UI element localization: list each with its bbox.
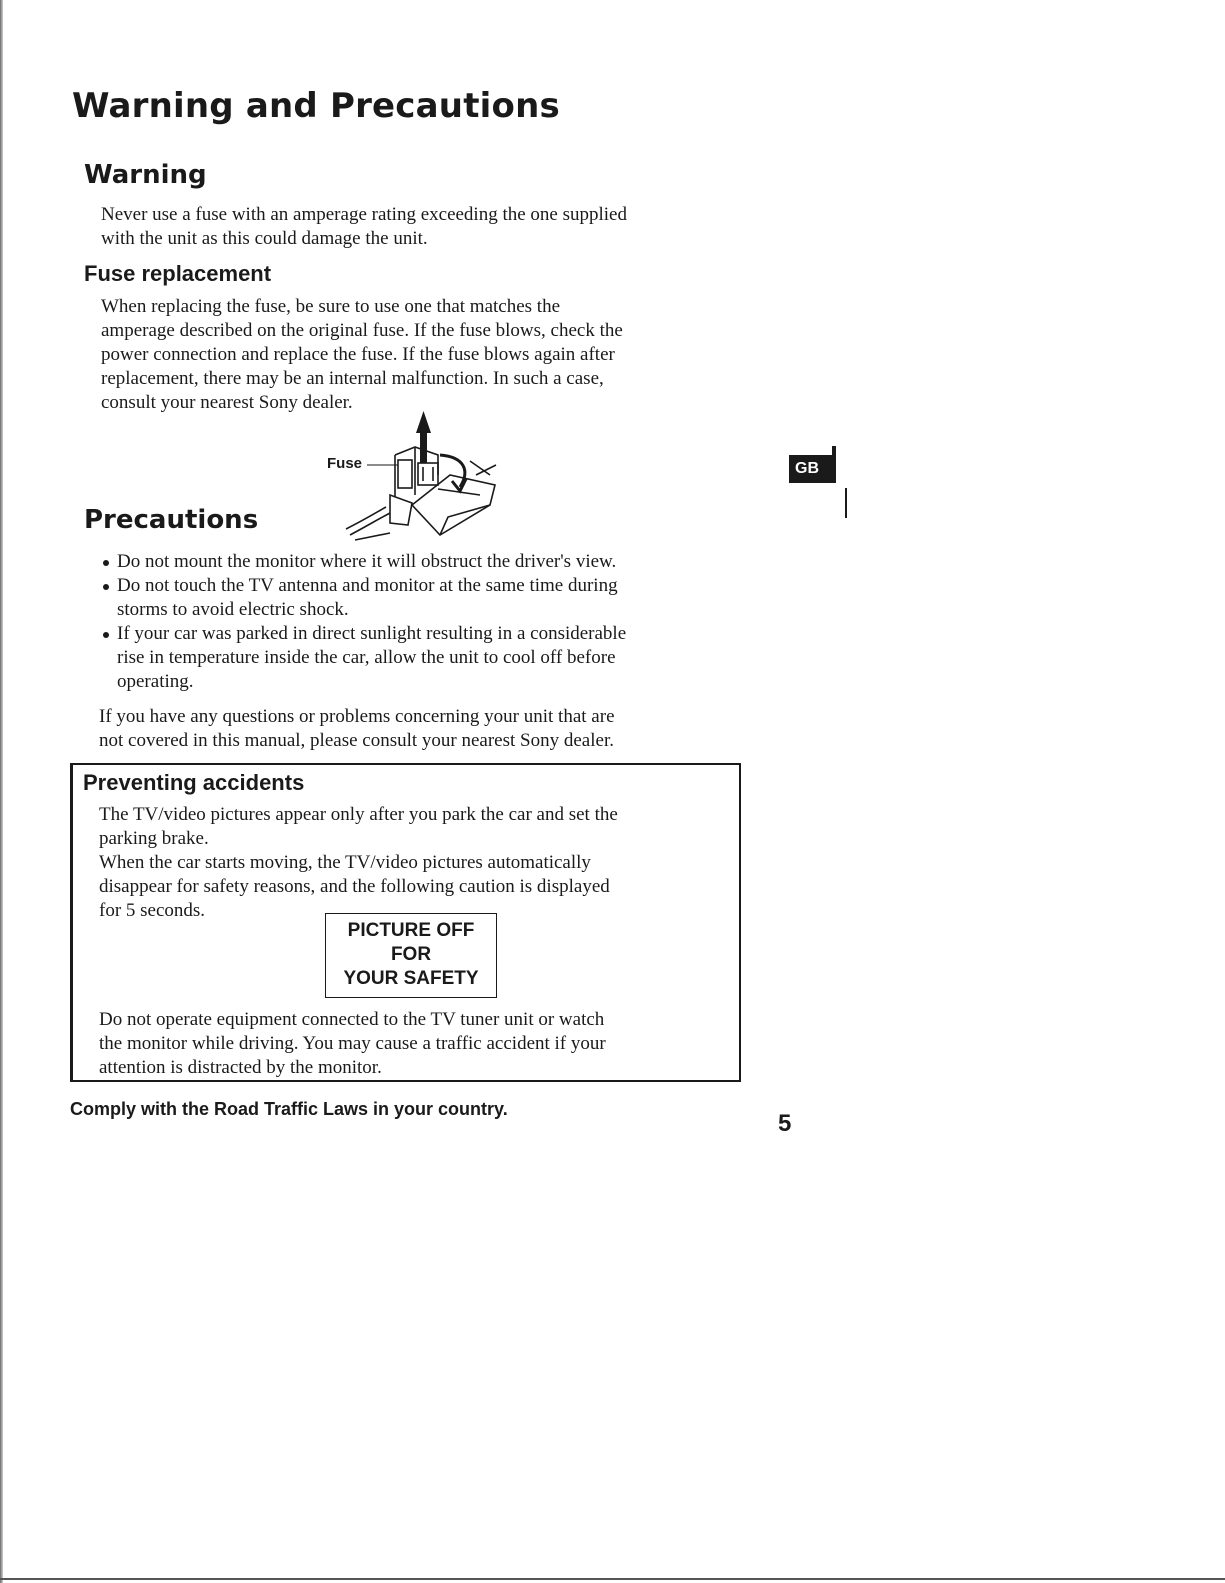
text-line: with the unit as this could damage the unit.: [101, 228, 428, 249]
preventing-accidents-outro: [99, 1008, 606, 1080]
text-line: the monitor while driving. You may cause a traffic accident if your: [99, 1033, 606, 1054]
text-line: If your car was parked in direct sunlight resulting in a considerable: [117, 623, 627, 644]
text-line: rise in temperature inside the car, allow the unit to cool off before: [117, 647, 616, 668]
text-line: Never use a fuse with an amperage rating exceeding the one supplied: [101, 204, 627, 225]
fuse-replacement-text: [101, 295, 623, 415]
fuse-label: Fuse: [327, 455, 363, 472]
precautions-heading: Precautions: [84, 505, 259, 535]
text-line: When the car starts moving, the TV/video pictures automatically: [99, 852, 591, 873]
caution-line: PICTURE OFF: [347, 920, 475, 941]
text-line: amperage described on the original fuse. If the fuse blows, check the: [101, 320, 623, 341]
fuse-replacement-heading: Fuse replacement: [84, 261, 272, 286]
text-line: The TV/video pictures appear only after you park the car and set the: [99, 804, 618, 825]
text-line: If you have any questions or problems concerning your unit that are: [99, 706, 615, 727]
precautions-closing: [99, 705, 615, 753]
caution-line: YOUR SAFETY: [343, 968, 479, 989]
scan-edge: [0, 0, 3, 1583]
tab-marker: [845, 488, 847, 518]
page-title: Warning and Precautions: [72, 86, 560, 126]
text-line: When replacing the fuse, be sure to use one that matches the: [101, 296, 560, 317]
warning-heading: Warning: [84, 160, 207, 190]
text-line: storms to avoid electric shock.: [117, 599, 349, 620]
text-line: Do not mount the monitor where it will obstruct the driver's view.: [117, 551, 617, 572]
language-tab: GB: [789, 455, 832, 483]
text-line: disappear for safety reasons, and the following caution is displayed: [99, 876, 610, 897]
list-item: [100, 574, 626, 622]
text-line: attention is distracted by the monitor.: [99, 1057, 382, 1078]
scan-edge-bottom: [0, 1578, 1225, 1580]
fuse-illustration: [320, 405, 510, 545]
text-line: not covered in this manual, please consult your nearest Sony dealer.: [99, 730, 614, 751]
text-line: consult your nearest Sony dealer.: [101, 392, 353, 413]
page-number: 5: [778, 1110, 792, 1137]
text-line: parking brake.: [99, 828, 209, 849]
list-item: [100, 622, 626, 694]
footer-note: Comply with the Road Traffic Laws in your country.: [70, 1099, 508, 1119]
caution-line: FOR: [390, 944, 432, 965]
preventing-accidents-heading: Preventing accidents: [83, 770, 305, 795]
warning-text: [101, 203, 627, 251]
text-line: operating.: [117, 671, 194, 692]
text-line: replacement, there may be an internal malfunction. In such a case,: [101, 368, 604, 389]
text-line: Do not operate equipment connected to the TV tuner unit or watch: [99, 1009, 605, 1030]
text-line: power connection and replace the fuse. If the fuse blows again after: [101, 344, 615, 365]
tab-marker: [832, 446, 836, 483]
list-item: [100, 550, 626, 574]
preventing-accidents-intro: [99, 803, 618, 923]
text-line: Do not touch the TV antenna and monitor at the same time during: [117, 575, 618, 596]
precautions-list: [100, 550, 626, 694]
text-line: for 5 seconds.: [99, 900, 206, 921]
caution-display: [325, 913, 497, 998]
